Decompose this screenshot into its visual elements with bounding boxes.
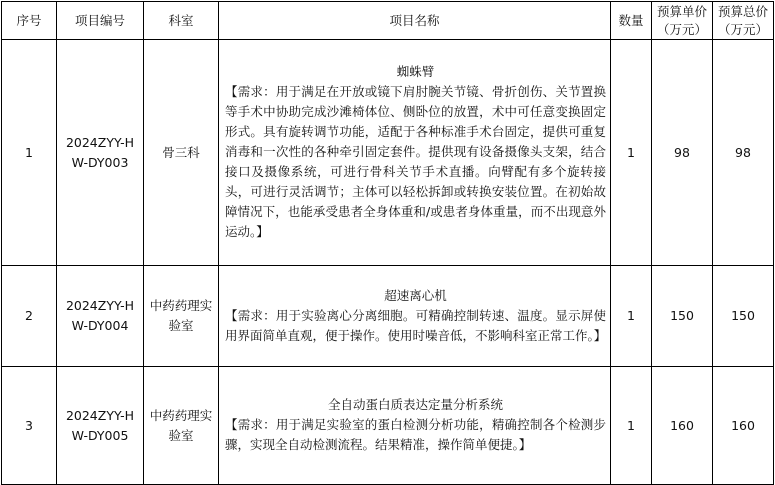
header-dept: 科室	[144, 2, 219, 40]
cell-seq: 3	[2, 367, 57, 485]
cell-total-price: 160	[713, 367, 774, 485]
item-requirement: 【需求：用于满足在开放或镜下肩肘腕关节镜、骨折创伤、关节置换等手术中协助完成沙滩椅体位、侧卧位的放置，术中可任意变换固定形式。具有旋转调节功能，适配于各种标准手术台固定，提供可重复消毒和一次性的各种牵引固定套件。提供现有设备摄像头支架，结合接口及摄像系统，可进行骨科关节手术直播。向臂配有多个旋转接头，可进行灵活调节；主体可以轻松拆卸或转换安装位置。在初始故障情况下，也能承受患者全身体重和/或患者身体重量，而不出现意外运动。】	[225, 84, 606, 239]
item-requirement: 【需求：用于实验离心分离细胞。可精确控制转速、温度。显示屏使用界面简单直观，便于操作。使用时噪音低，不影响科室正常工作。】	[225, 307, 607, 343]
cell-dept: 中药药理实验室	[144, 367, 219, 485]
cell-unit-price: 98	[652, 40, 713, 266]
header-row	[2, 2, 774, 40]
procurement-table	[1, 1, 774, 485]
table-row	[2, 40, 774, 266]
cell-code: 2024ZYY-HW-DY003	[57, 40, 144, 266]
item-title: 全自动蛋白质表达定量分析系统	[327, 397, 503, 412]
header-seq: 序号	[2, 2, 57, 40]
cell-name	[219, 367, 611, 485]
cell-code: 2024ZYY-HW-DY004	[57, 266, 144, 367]
header-total-price: 预算总价（万元）	[713, 2, 774, 40]
cell-qty: 1	[611, 367, 652, 485]
cell-seq: 1	[2, 40, 57, 266]
header-qty: 数量	[611, 2, 652, 40]
header-code: 项目编号	[57, 2, 144, 40]
cell-total-price: 150	[713, 266, 774, 367]
table-row	[2, 266, 774, 367]
cell-seq: 2	[2, 266, 57, 367]
cell-name	[219, 266, 611, 367]
cell-qty: 1	[611, 40, 652, 266]
item-title: 超速离心机	[384, 287, 447, 303]
cell-dept: 骨三科	[144, 40, 219, 266]
cell-code: 2024ZYY-HW-DY005	[57, 367, 144, 485]
cell-dept: 中药药理实验室	[144, 266, 219, 367]
cell-qty: 1	[611, 266, 652, 367]
cell-unit-price: 150	[652, 266, 713, 367]
cell-total-price: 98	[713, 40, 774, 266]
header-name: 项目名称	[219, 2, 611, 40]
cell-unit-price: 160	[652, 367, 713, 485]
cell-name	[219, 40, 611, 266]
header-unit-price: 预算单价（万元）	[652, 2, 713, 40]
table-row	[2, 367, 774, 485]
item-requirement: 【需求：用于满足实验室的蛋白检测分析功能，精确控制各个检测步骤，实现全自动检测流程。结果精准，操作简单便捷。】	[225, 417, 606, 452]
item-title: 蜘蛛臂	[396, 64, 435, 79]
